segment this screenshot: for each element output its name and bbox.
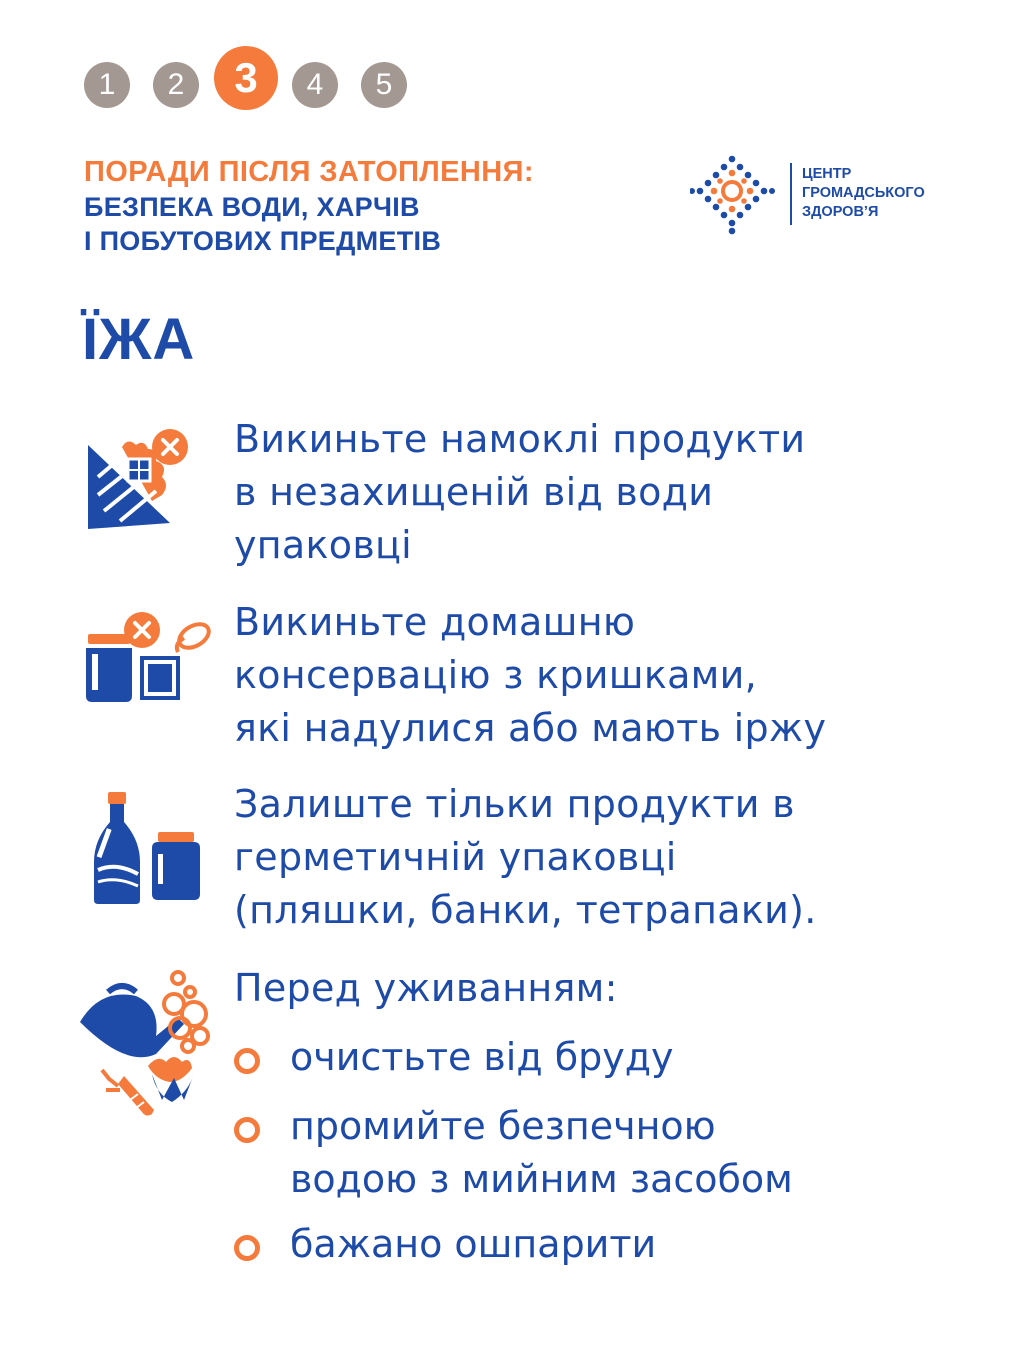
tip-3-line-3: (пляшки, банки, тетрапаки).	[234, 888, 817, 932]
bullet-marker	[234, 1117, 260, 1143]
tip-discard-wet-food	[234, 413, 805, 572]
wash-scald-food-icon	[78, 970, 218, 1120]
bullet-1-text: очистьте від бруду	[290, 1035, 674, 1079]
bullet-2-text-line-2: водою з мийним засобом	[290, 1157, 793, 1201]
section-title: ЇЖА	[82, 307, 196, 372]
bullet-3-text: бажано ошпарити	[290, 1222, 657, 1266]
tip-keep-sealed-products	[234, 778, 817, 937]
step-3-label: 3	[234, 54, 258, 101]
step-5	[361, 62, 407, 108]
tip-2-line-1: Викиньте домашню	[234, 600, 636, 644]
organization-logo	[690, 155, 940, 239]
bullet-marker	[234, 1235, 260, 1261]
wet-food-package-icon	[82, 425, 192, 535]
step-3-current	[214, 46, 278, 110]
step-1	[84, 62, 130, 108]
tip-discard-swollen-preserves	[234, 596, 826, 755]
step-1-label: 1	[98, 68, 116, 101]
logo-text-line-3: ЗДОРОВ’Я	[802, 204, 879, 220]
logo-text-line-2: ГРОМАДСЬКОГО	[802, 185, 925, 201]
logo-divider	[790, 163, 792, 225]
tip-3-line-1: Залиште тільки продукти в	[234, 782, 795, 826]
public-health-center-emblem-icon	[690, 155, 780, 239]
tip-3-line-2: герметичній упаковці	[234, 835, 677, 879]
tip-before-use-heading	[234, 962, 618, 1015]
tip-2-line-2: консервацію з кришками,	[234, 653, 758, 697]
tip-1-line-3: упаковці	[234, 523, 413, 567]
logo-text-line-1: ЦЕНТР	[802, 166, 852, 182]
tip-2-line-3: які надулися або мають іржу	[234, 706, 827, 750]
step-2-label: 2	[167, 68, 185, 101]
header-subtitle-line-1: БЕЗПЕКА ВОДИ, ХАРЧІВ	[84, 192, 420, 222]
bullet-marker	[234, 1048, 260, 1074]
header-subtitle-line-2: І ПОБУТОВИХ ПРЕДМЕТІВ	[84, 226, 442, 256]
tip-4-line-1: Перед уживанням:	[234, 966, 618, 1010]
step-indicator	[84, 46, 424, 126]
header-title: ПОРАДИ ПІСЛЯ ЗАТОПЛЕННЯ:	[84, 156, 534, 188]
logo-text	[802, 165, 925, 222]
sealed-bottle-jar-icon	[88, 790, 208, 906]
tip-1-line-1: Викиньте намоклі продукти	[234, 417, 806, 461]
bullet-2-text-line-1: промийте безпечною	[290, 1104, 716, 1148]
step-4	[292, 62, 338, 108]
step-5-label: 5	[375, 68, 393, 101]
step-2	[153, 62, 199, 108]
swollen-jar-lids-icon	[82, 612, 212, 704]
step-4-label: 4	[306, 68, 324, 101]
tip-1-line-2: в незахищеній від води	[234, 470, 714, 514]
page-header	[84, 154, 534, 258]
